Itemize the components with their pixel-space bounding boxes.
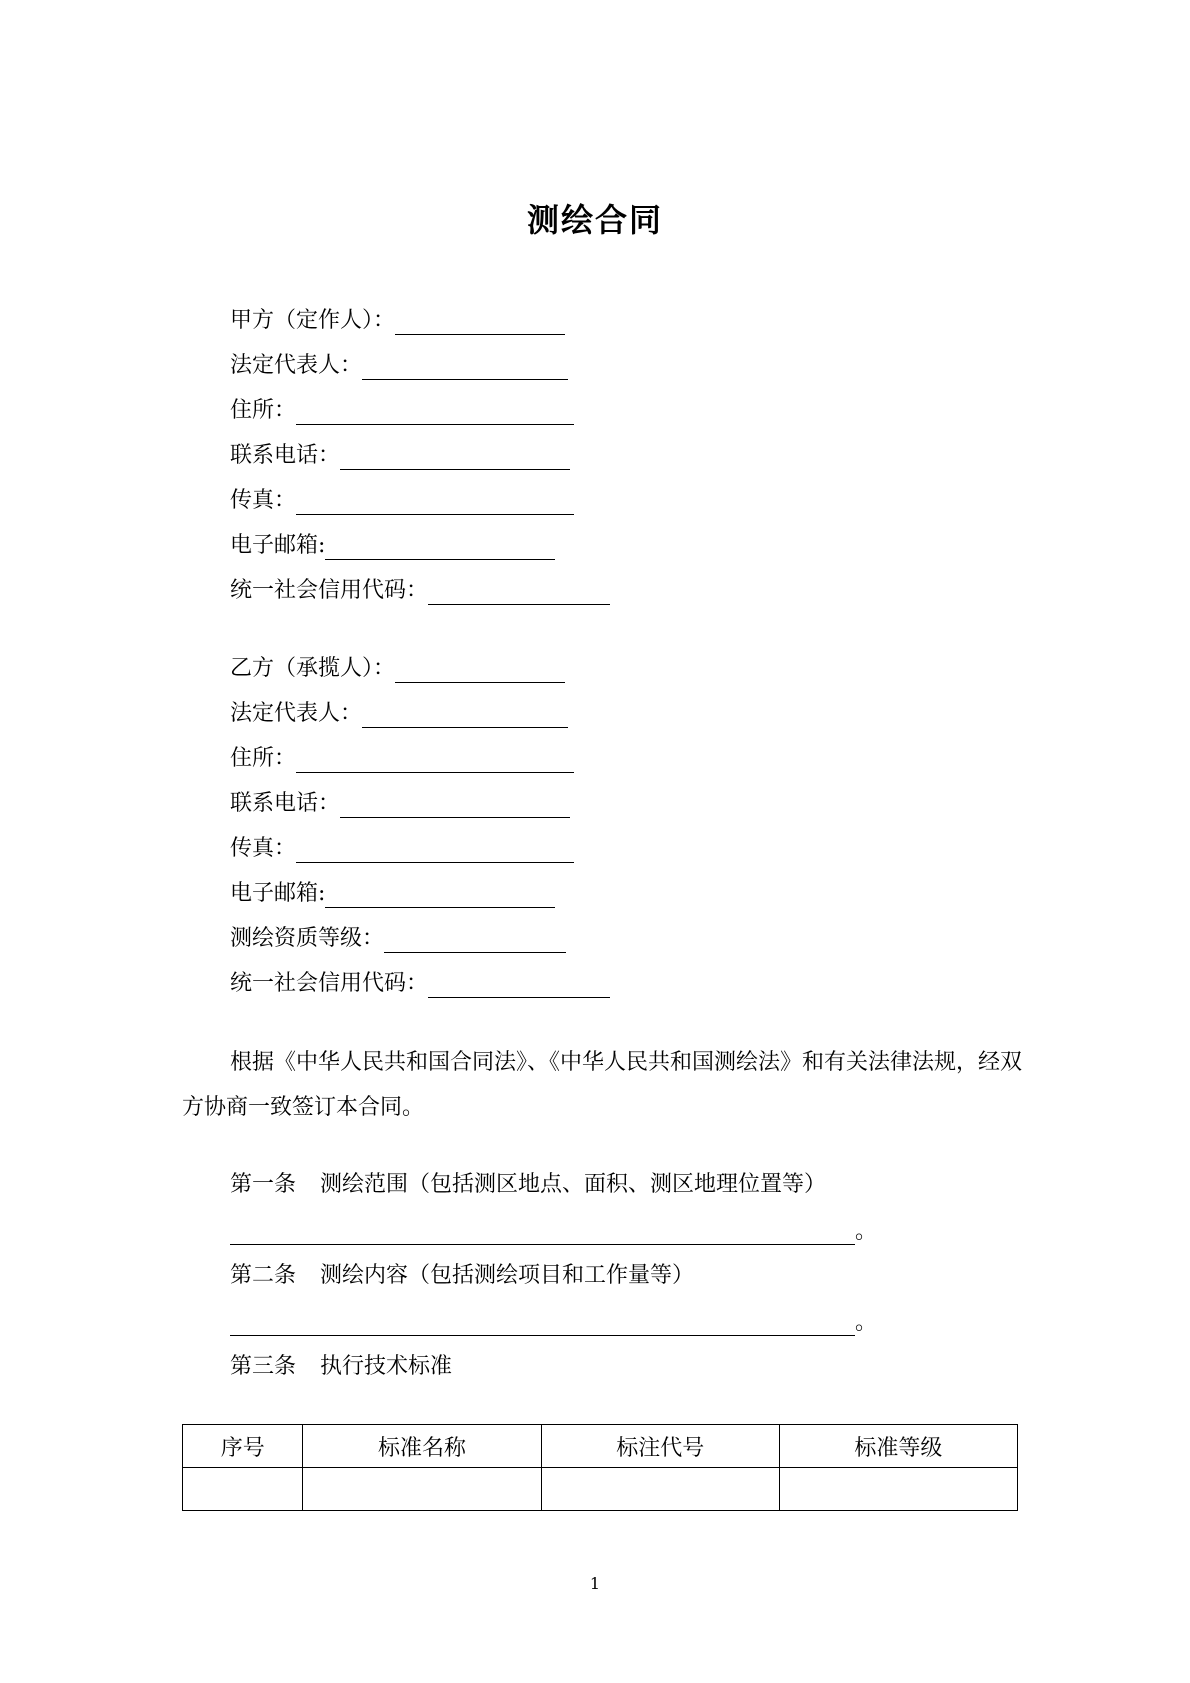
party-a-phone-field bbox=[230, 441, 570, 471]
field-label: 法定代表人： bbox=[230, 701, 363, 726]
field-label: 住所： bbox=[230, 398, 297, 423]
document-title: 测绘合同 bbox=[526, 201, 663, 239]
field-label: 电子邮箱: bbox=[230, 533, 326, 558]
table-row bbox=[183, 1468, 1018, 1511]
party-a-credit-code-field bbox=[230, 576, 610, 606]
party-b-address-field bbox=[230, 744, 574, 774]
fill-end-mark: 。 bbox=[855, 1310, 878, 1335]
field-label: 联系电话： bbox=[230, 443, 341, 468]
header-serial: 序号 bbox=[183, 1425, 303, 1468]
field-label: 法定代表人： bbox=[230, 353, 363, 378]
blank-line[interactable] bbox=[230, 1313, 855, 1336]
party-a-email-field bbox=[230, 531, 555, 561]
party-a-fax-field bbox=[230, 486, 574, 516]
blank-line[interactable] bbox=[428, 582, 610, 605]
blank-line[interactable] bbox=[340, 447, 570, 470]
field-label: 统一社会信用代码： bbox=[230, 578, 429, 603]
table-cell[interactable] bbox=[303, 1468, 541, 1511]
blank-line[interactable] bbox=[340, 795, 570, 818]
clause-text: 测绘内容（包括测绘项目和工作量等） bbox=[320, 1263, 695, 1288]
party-b-fax-field bbox=[230, 834, 574, 864]
blank-line[interactable] bbox=[395, 660, 565, 683]
party-b-name-field bbox=[230, 654, 565, 684]
clause-2-fill bbox=[230, 1306, 877, 1336]
party-b-qualification-field bbox=[230, 924, 566, 954]
blank-line[interactable] bbox=[296, 840, 574, 863]
table-cell[interactable] bbox=[779, 1468, 1017, 1511]
party-a-name-field bbox=[230, 306, 565, 336]
clause-3-heading bbox=[230, 1352, 452, 1382]
blank-line[interactable] bbox=[296, 492, 574, 515]
table-cell[interactable] bbox=[183, 1468, 303, 1511]
preamble-paragraph bbox=[182, 1040, 1022, 1130]
party-b-phone-field bbox=[230, 789, 570, 819]
party-b-email-field bbox=[230, 879, 555, 909]
clause-1-fill bbox=[230, 1215, 877, 1245]
fill-end-mark: 。 bbox=[855, 1219, 878, 1244]
standards-table bbox=[182, 1424, 1018, 1511]
blank-line[interactable] bbox=[362, 705, 568, 728]
blank-line[interactable] bbox=[395, 312, 565, 335]
field-label: 测绘资质等级： bbox=[230, 926, 385, 951]
party-a-legal-rep-field bbox=[230, 351, 568, 381]
party-b-legal-rep-field bbox=[230, 699, 568, 729]
table-header-row bbox=[183, 1425, 1018, 1468]
field-label: 联系电话： bbox=[230, 791, 341, 816]
blank-line[interactable] bbox=[230, 1222, 855, 1245]
preamble-text: 根据《中华人民共和国合同法》、《中华人民共和国测绘法》和有关法律法规，经双方协商一致签订本合同。 bbox=[182, 1050, 1023, 1120]
clause-2-heading bbox=[230, 1261, 694, 1291]
blank-line[interactable] bbox=[362, 357, 568, 380]
page-number: 1 bbox=[589, 1574, 601, 1593]
field-label: 乙方（承揽人）： bbox=[230, 656, 396, 681]
field-label: 统一社会信用代码： bbox=[230, 971, 429, 996]
blank-line[interactable] bbox=[428, 975, 610, 998]
clause-number: 第一条 bbox=[230, 1172, 297, 1197]
clause-text: 执行技术标准 bbox=[320, 1354, 453, 1379]
table-cell[interactable] bbox=[541, 1468, 779, 1511]
clause-number: 第二条 bbox=[230, 1263, 297, 1288]
party-b-credit-code-field bbox=[230, 969, 610, 999]
clause-number: 第三条 bbox=[230, 1354, 297, 1379]
header-standard-code: 标注代号 bbox=[541, 1425, 779, 1468]
blank-line[interactable] bbox=[296, 402, 574, 425]
field-label: 传真： bbox=[230, 836, 297, 861]
field-label: 住所： bbox=[230, 746, 297, 771]
party-a-address-field bbox=[230, 396, 574, 426]
field-label: 甲方（定作人）： bbox=[230, 308, 396, 333]
blank-line[interactable] bbox=[296, 750, 574, 773]
blank-line[interactable] bbox=[384, 930, 566, 953]
header-standard-name: 标准名称 bbox=[303, 1425, 541, 1468]
blank-line[interactable] bbox=[325, 885, 555, 908]
clause-text: 测绘范围（包括测区地点、面积、测区地理位置等） bbox=[320, 1172, 827, 1197]
header-standard-level: 标准等级 bbox=[779, 1425, 1017, 1468]
blank-line[interactable] bbox=[325, 537, 555, 560]
field-label: 电子邮箱: bbox=[230, 881, 326, 906]
field-label: 传真： bbox=[230, 488, 297, 513]
clause-1-heading bbox=[230, 1170, 826, 1200]
